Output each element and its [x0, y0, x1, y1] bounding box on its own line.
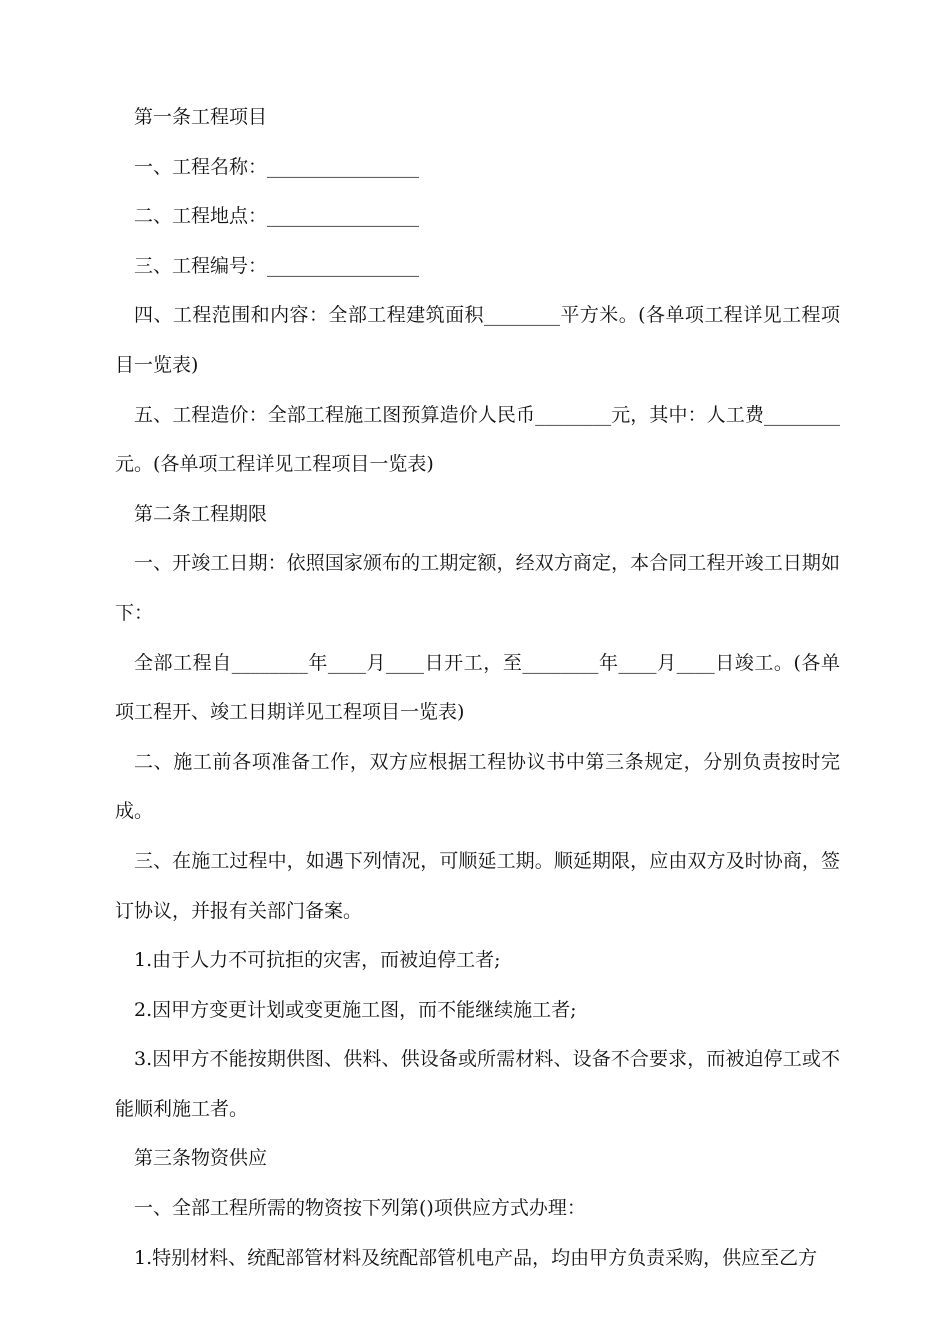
supply-item-1: 1.特别材料、统配部管材料及统配部管机电产品，均由甲方负责采购，供应至乙方: [134, 1246, 818, 1269]
article-2-heading: 第二条工程期限: [134, 502, 268, 525]
date-schedule-paragraph: 全部工程自________年____月____日开工，至________年____月____日竣工。(各单项工程开、竣工日期详见工程项目一览表): [115, 651, 840, 724]
article-3-heading: 第三条物资供应: [134, 1147, 268, 1170]
project-cost-paragraph: 五、工程造价：全部工程施工图预算造价人民币________元，其中：人工费________元。(各单项工程详见工程项目一览表): [115, 403, 840, 476]
project-location-line: 二、工程地点：________________: [134, 205, 420, 228]
project-number-line: 三、工程编号：________________: [134, 254, 420, 277]
project-scope-paragraph: 四、工程范围和内容：全部工程建筑面积________平方米。(各单项工程详见工程项目一览表): [115, 304, 840, 376]
extension-item-1: 1.由于人力不可抗拒的灾害，而被迫停工者;: [134, 949, 501, 972]
extension-item-2: 2.因甲方变更计划或变更施工图，而不能继续施工者;: [134, 998, 577, 1021]
article-1-heading: 第一条工程项目: [134, 106, 268, 128]
start-finish-dates-paragraph: 一、开竣工日期：依照国家颁布的工期定额，经双方商定，本合同工程开竣工日期如下：: [115, 552, 840, 624]
document-body: [115, 93, 840, 1283]
extension-paragraph: 三、在施工过程中，如遇下列情况，可顺延工期。顺延期限，应由双方及时协商，签订协议，并报有关部门备案。: [115, 849, 840, 922]
preparation-paragraph: 二、施工前各项准备工作，双方应根据工程协议书中第三条规定，分别负责按时完成。: [115, 750, 840, 823]
extension-item-3: 3.因甲方不能按期供图、供料、供设备或所需材料、设备不合要求，而被迫停工或不能顺利施工者。: [115, 1048, 840, 1120]
project-name-line: 一、工程名称：________________: [134, 155, 420, 178]
supply-method-paragraph: 一、全部工程所需的物资按下列第()项供应方式办理：: [134, 1197, 586, 1220]
